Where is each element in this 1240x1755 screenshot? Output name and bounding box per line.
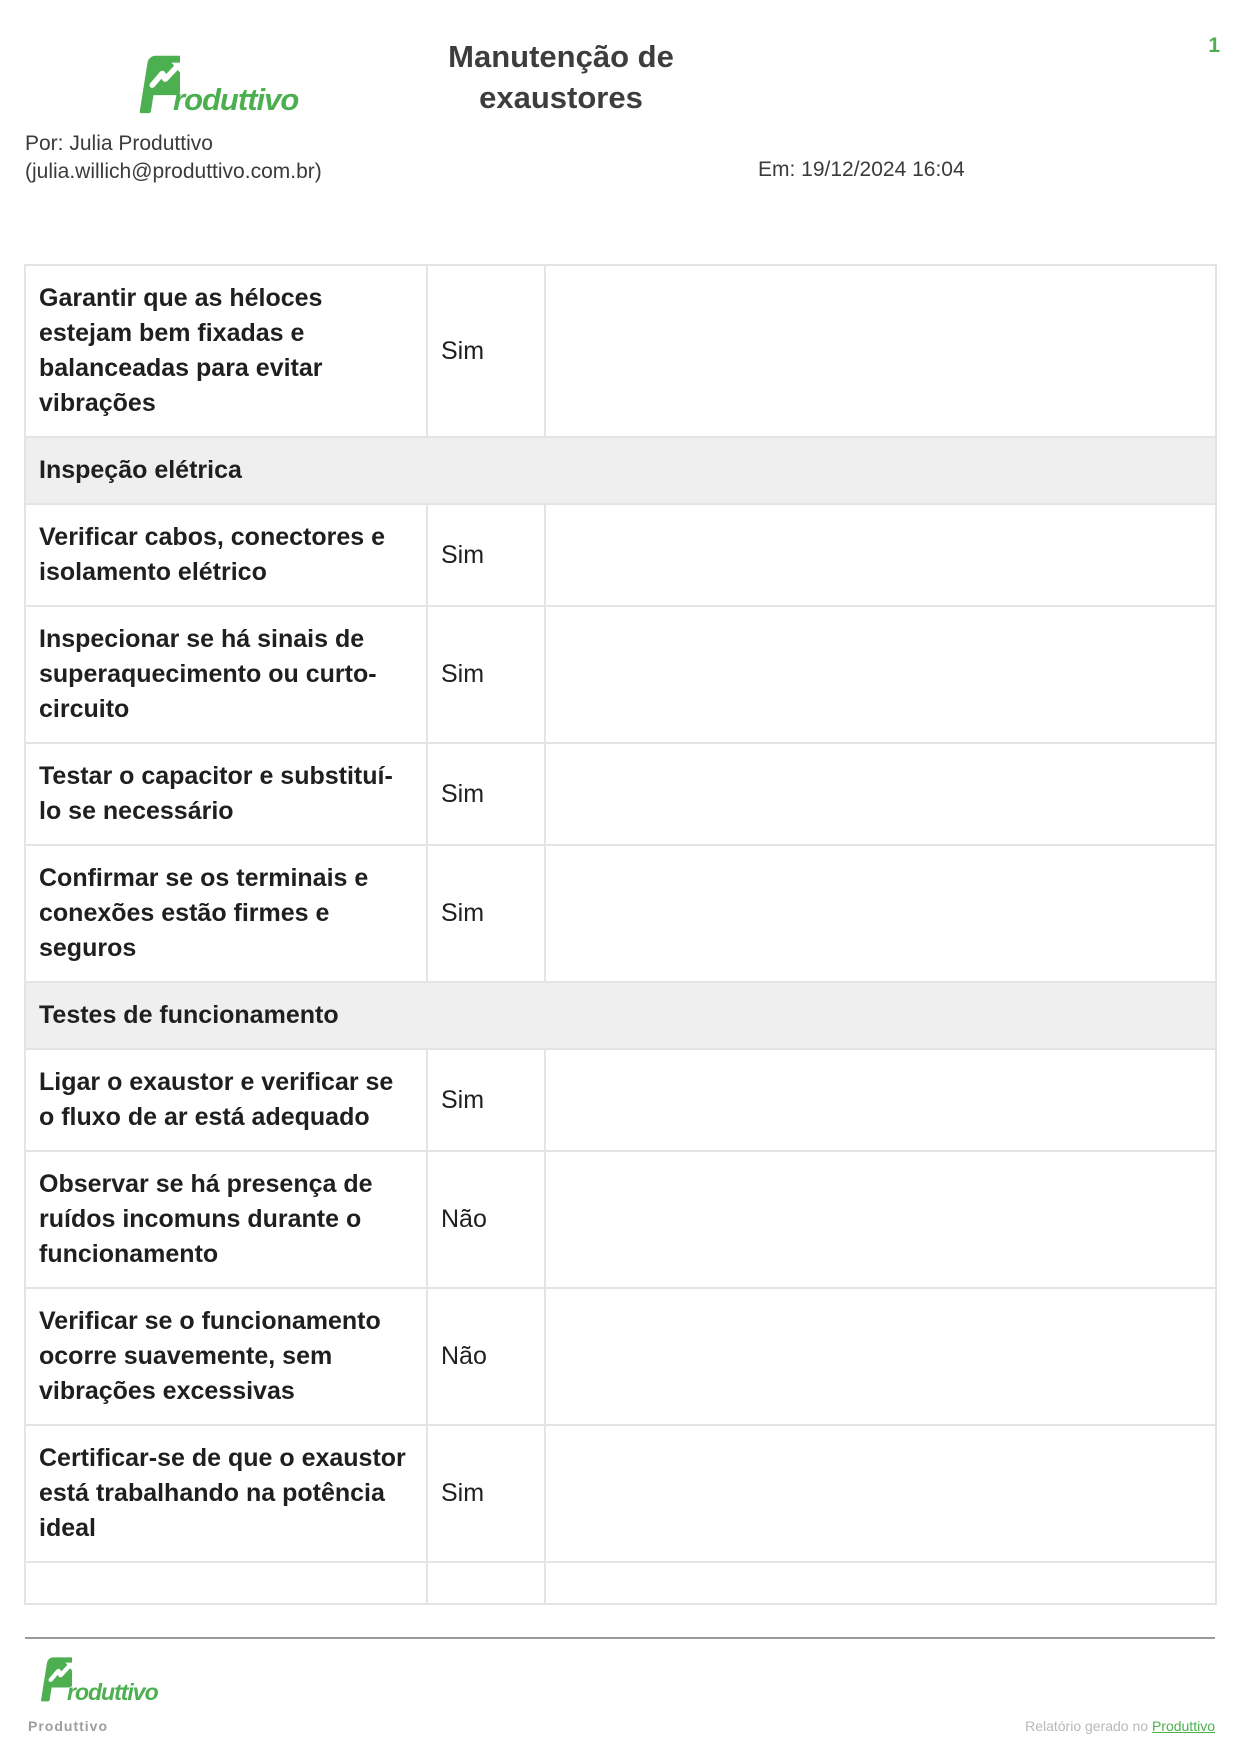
task-label-cell: Testar o capacitor e substituí-lo se necessário bbox=[25, 743, 427, 845]
footer-divider bbox=[25, 1637, 1215, 1639]
task-label-cell: Garantir que as héloces estejam bem fixadas e balanceadas para evitar vibrações bbox=[25, 265, 427, 437]
footer-brand-label: Produttivo bbox=[28, 1718, 108, 1734]
byline bbox=[25, 130, 322, 186]
notes-cell bbox=[545, 1562, 1216, 1604]
answer-cell: Sim bbox=[427, 606, 545, 743]
table-row bbox=[25, 606, 1216, 743]
answer-cell: Sim bbox=[427, 265, 545, 437]
answer-cell: Sim bbox=[427, 743, 545, 845]
produttivo-logo-wordmark: roduttivo bbox=[173, 82, 299, 117]
notes-cell bbox=[545, 743, 1216, 845]
notes-cell bbox=[545, 1425, 1216, 1562]
task-label-cell: Confirmar se os terminais e conexões estão firmes e seguros bbox=[25, 845, 427, 982]
checklist-table bbox=[24, 264, 1217, 1605]
table-row bbox=[25, 743, 1216, 845]
table-row bbox=[25, 1425, 1216, 1562]
answer-cell: Sim bbox=[427, 1049, 545, 1151]
answer-cell: Sim bbox=[427, 1425, 545, 1562]
section-row bbox=[25, 982, 1216, 1049]
author-line: Por: Julia Produttivo bbox=[25, 132, 213, 155]
answer-cell bbox=[427, 1562, 545, 1604]
answer-cell: Não bbox=[427, 1151, 545, 1288]
section-row bbox=[25, 437, 1216, 504]
table-row bbox=[25, 1288, 1216, 1425]
author-email: (julia.willich@produttivo.com.br) bbox=[25, 160, 322, 183]
answer-cell: Sim bbox=[427, 845, 545, 982]
table-row bbox=[25, 1049, 1216, 1151]
notes-cell bbox=[545, 606, 1216, 743]
footer-produttivo-logo-icon bbox=[32, 1656, 72, 1707]
answer-cell: Sim bbox=[427, 504, 545, 606]
footer-generated-prefix: Relatório gerado no bbox=[1025, 1718, 1152, 1734]
notes-cell bbox=[545, 265, 1216, 437]
table-row bbox=[25, 845, 1216, 982]
page-number: 1 bbox=[1208, 34, 1220, 57]
produttivo-logo bbox=[128, 54, 298, 119]
report-datetime: Em: 19/12/2024 16:04 bbox=[758, 158, 965, 181]
notes-cell bbox=[545, 845, 1216, 982]
notes-cell bbox=[545, 1151, 1216, 1288]
footer-produttivo-logo bbox=[32, 1656, 158, 1707]
task-label-cell: Inspecionar se há sinais de superaquecimento ou curto-circuito bbox=[25, 606, 427, 743]
task-label-cell bbox=[25, 1562, 427, 1604]
section-title: Inspeção elétrica bbox=[25, 437, 1216, 504]
task-label-cell: Verificar cabos, conectores e isolamento elétrico bbox=[25, 504, 427, 606]
table-row bbox=[25, 1151, 1216, 1288]
table-row bbox=[25, 265, 1216, 437]
checklist-body bbox=[25, 265, 1216, 1604]
footer-produttivo-link[interactable]: Produttivo bbox=[1151, 1718, 1215, 1734]
table-row bbox=[25, 504, 1216, 606]
page-title: Manutenção de exaustores bbox=[448, 39, 674, 115]
task-label-cell: Verificar se o funcionamento ocorre suavemente, sem vibrações excessivas bbox=[25, 1288, 427, 1425]
task-label-cell: Observar se há presença de ruídos incomuns durante o funcionamento bbox=[25, 1151, 427, 1288]
notes-cell bbox=[545, 1288, 1216, 1425]
notes-cell bbox=[545, 1049, 1216, 1151]
task-label-cell: Certificar-se de que o exaustor está trabalhando na potência ideal bbox=[25, 1425, 427, 1562]
notes-cell bbox=[545, 504, 1216, 606]
task-label-cell: Ligar o exaustor e verificar se o fluxo de ar está adequado bbox=[25, 1049, 427, 1151]
answer-cell: Não bbox=[427, 1288, 545, 1425]
footer-produttivo-logo-wordmark: roduttivo bbox=[67, 1679, 158, 1705]
footer-generated-note bbox=[1025, 1718, 1215, 1734]
empty-row bbox=[25, 1562, 1216, 1604]
section-title: Testes de funcionamento bbox=[25, 982, 1216, 1049]
